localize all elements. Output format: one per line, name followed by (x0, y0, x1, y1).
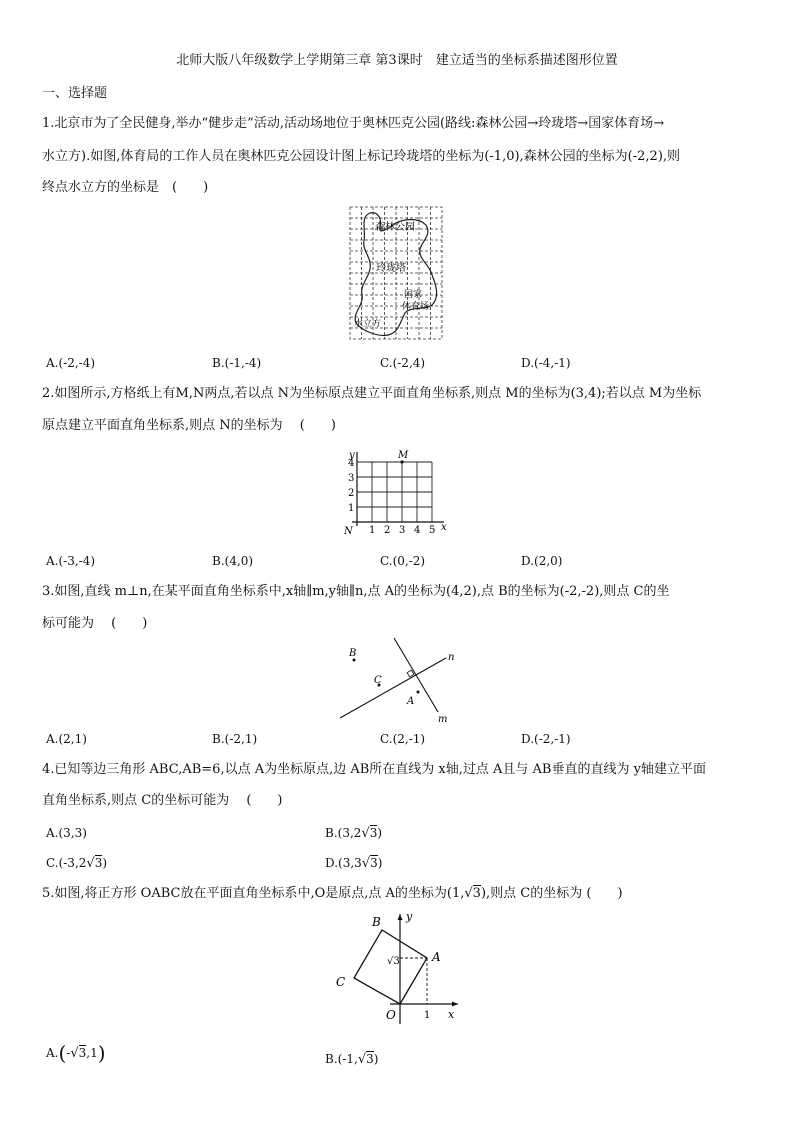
q4-option-d[interactable]: D.(3,3√3) (325, 856, 383, 871)
q1-text-line2: 水立方).如图,体育局的工作人员在奥林匹克公园设计图上标记玲珑塔的坐标为(-1,0),森林公园的坐标为(-2,2),则 (42, 149, 681, 164)
point-a-label: A (407, 696, 415, 707)
q3-option-a[interactable]: A.(2,1) (46, 732, 87, 746)
line-m (394, 638, 438, 712)
stadium-label-1: 国家 (404, 290, 423, 300)
q4-text-line1: 4.已知等边三角形 ABC,AB=6,以点 A为坐标原点,边 AB所在直线为 x轴,过点 A且与 AB垂直的直线为 y轴建立平面 (42, 762, 706, 777)
q2-y-axis-label: y (349, 450, 355, 461)
point-c-label: C (374, 675, 382, 686)
q4-option-a[interactable]: A.(3,3) (46, 826, 87, 840)
q2-y-tick: 4 (348, 458, 355, 469)
point-n-label: N (344, 526, 353, 537)
q2-text-line2: 原点建立平面直角坐标系,则点 N的坐标为 ( ) (42, 418, 336, 433)
section-heading: 一、选择题 (42, 86, 108, 101)
point-a-label: A (432, 950, 441, 964)
q3-perpendicular-lines-figure (336, 632, 466, 727)
q4-text-line2: 直角坐标系,则点 C的坐标可能为 ( ) (42, 793, 283, 808)
q5-y-axis-arrow (398, 914, 403, 920)
q3-text-line2: 标可能为 ( ) (42, 616, 148, 631)
q1-park-map-figure (348, 205, 444, 341)
q2-option-c[interactable]: C.(0,-2) (380, 554, 426, 568)
q2-y-tick: 3 (348, 473, 355, 484)
q5-x-axis-arrow (452, 1002, 458, 1007)
q3-option-c[interactable]: C.(2,-1) (380, 732, 426, 746)
q2-option-b[interactable]: B.(4,0) (212, 554, 254, 568)
point-m-label: M (398, 450, 409, 461)
tick-one-label: 1 (424, 1010, 431, 1021)
point-b-label: B (349, 648, 357, 659)
square-oabc (354, 930, 427, 1004)
q1-option-a[interactable]: A.(-2,-4) (46, 356, 96, 370)
q2-option-d[interactable]: D.(2,0) (521, 554, 563, 568)
q3-text-line1: 3.如图,直线 m⊥n,在某平面直角坐标系中,x轴∥m,y轴∥n,点 A的坐标为(4,2),点 B的坐标为(-2,-2),则点 C的坐 (42, 584, 670, 599)
q2-x-tick: 2 (384, 525, 391, 536)
q2-grid-figure (340, 448, 450, 538)
q4-option-b[interactable]: B.(3,2√3) (325, 826, 383, 841)
q2-x-tick: 1 (369, 525, 376, 536)
q2-option-a[interactable]: A.(-3,-4) (46, 554, 96, 568)
origin-label: O (386, 1008, 396, 1022)
line-m-label: m (438, 714, 448, 725)
water-cube-label: 水立方 (354, 319, 382, 329)
forest-park-label: 森林公园 (375, 222, 415, 233)
q2-y-tick: 1 (348, 503, 355, 514)
q2-x-tick: 3 (399, 525, 406, 536)
q1-option-b[interactable]: B.(-1,-4) (212, 356, 262, 370)
point-b-label: B (372, 915, 381, 929)
line-n (340, 658, 446, 718)
q1-option-d[interactable]: D.(-4,-1) (521, 356, 571, 370)
point-c-label: C (336, 975, 346, 989)
tower-label: 玲珑塔 (376, 263, 406, 274)
q5-option-a[interactable]: A.(-√3,1) (46, 1041, 106, 1065)
q5-x-label: x (448, 1008, 455, 1021)
q4-option-c[interactable]: C.(-3,2√3) (46, 856, 108, 871)
sqrt3-label: √3 (387, 956, 400, 967)
q5-y-label: y (406, 910, 413, 923)
line-n-label: n (448, 652, 455, 663)
q3-option-d[interactable]: D.(-2,-1) (521, 732, 571, 746)
q1-text-line1: 1.北京市为了全民健身,举办“健步走”活动,活动场地位于奥林匹克公园(路线:森林公园→玲珑塔→国家体育场→ (42, 116, 665, 131)
page-title: 北师大版八年级数学上学期第三章 第3课时 建立适当的坐标系描述图形位置 (176, 53, 618, 68)
q2-x-tick: 5 (429, 525, 436, 536)
q2-text-line1: 2.如图所示,方格纸上有M,N两点,若以点 N为坐标原点建立平面直角坐标系,则点 M的坐标为(3,4);若以点 M为坐标 (42, 386, 702, 401)
q2-x-axis-label: x (441, 522, 447, 533)
q2-x-tick: 4 (414, 525, 421, 536)
q5-text-line1: 5.如图,将正方形 OABC放在平面直角坐标系中,O是原点,点 A的坐标为(1,√3),则点 C的坐标为 ( ) (42, 886, 623, 901)
q5-option-b[interactable]: B.(-1,√3) (325, 1052, 379, 1067)
q1-option-c[interactable]: C.(-2,4) (380, 356, 426, 370)
q5-square-figure (330, 906, 462, 1028)
q3-option-b[interactable]: B.(-2,1) (212, 732, 258, 746)
q2-y-tick: 2 (348, 488, 355, 499)
q1-text-line3: 终点水立方的坐标是 ( ) (42, 180, 209, 195)
right-angle-mark (407, 670, 414, 677)
stadium-label-2: 体育场 (402, 302, 430, 312)
point-a (417, 691, 420, 694)
